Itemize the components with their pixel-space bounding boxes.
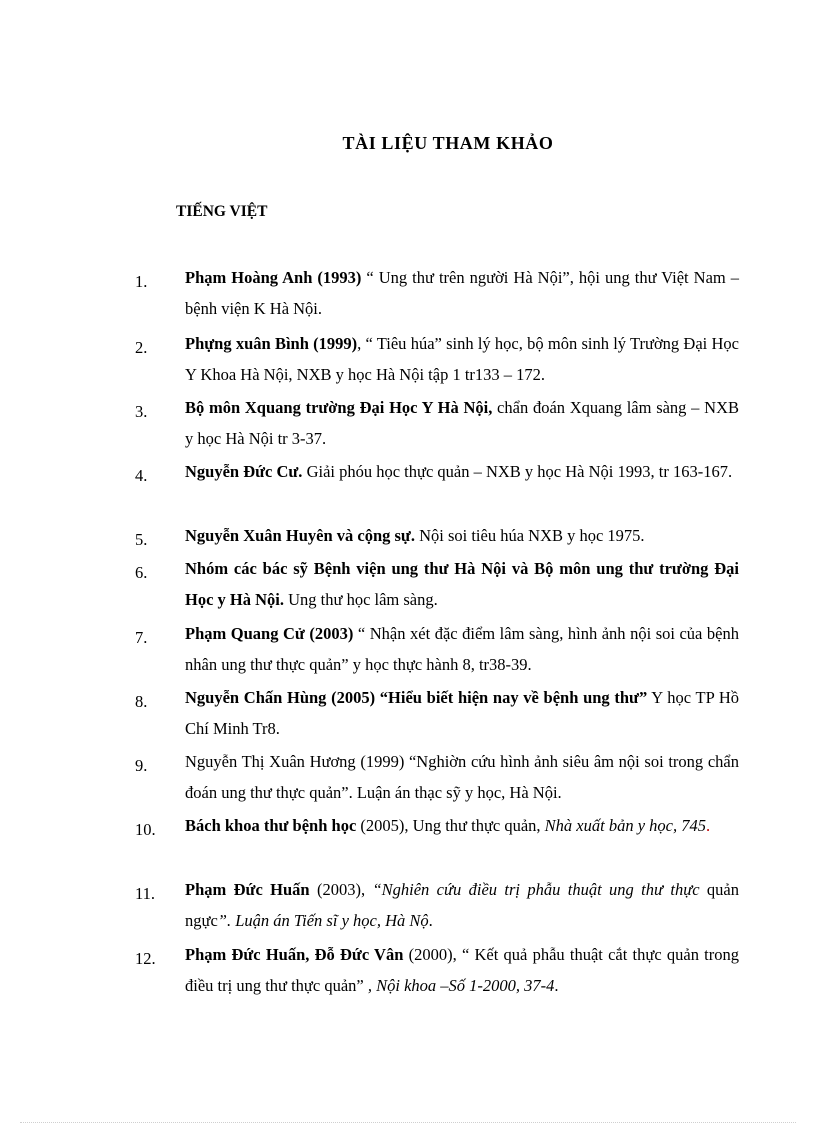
reference-text: “ Nhận xét đặc điểm lâm sàng, hình ảnh nội soi của bệnh nhân ung thư thực quản” y học thực hành 8, tr38-39.: [185, 624, 739, 674]
reference-item: [135, 618, 739, 680]
reference-text: , “ Tiêu húa” sinh lý học, bộ môn sinh lý Trường Đại Học Y Khoa Hà Nội, NXB y học Hà Nội tập 1 tr133 – 172.: [185, 334, 739, 384]
reference-publisher: Nhà xuất bản y học, 745: [544, 816, 706, 835]
reference-number: 1.: [135, 272, 148, 291]
reference-punctuation: .: [554, 976, 559, 995]
reference-number: 4.: [135, 466, 148, 485]
reference-number: 8.: [135, 692, 148, 711]
reference-number: 5.: [135, 530, 148, 549]
reference-text: Y học TP Hồ Chí Minh Tr8.: [185, 688, 739, 738]
reference-author: Bộ môn Xquang trường Đại Học Y Hà Nội,: [185, 398, 493, 417]
reference-item: [135, 746, 739, 808]
reference-author: Bách khoa thư bệnh học: [185, 816, 357, 835]
reference-number: 3.: [135, 402, 148, 421]
reference-number: 12.: [135, 949, 156, 968]
reference-item: [135, 810, 739, 841]
reference-author: Phạm Đức Huấn: [185, 880, 310, 899]
reference-text: Giải phóu học thực quản – NXB y học Hà Nội 1993, tr 163-167.: [302, 462, 733, 481]
reference-number: 10.: [135, 820, 156, 839]
page-title: TÀI LIỆU THAM KHẢO: [342, 133, 554, 153]
reference-title: “Nghiên cứu điều trị phẫu thuật ung thư thực: [372, 880, 700, 899]
reference-author: Phạm Quang Cử (2003): [185, 624, 354, 643]
reference-item: [135, 392, 739, 454]
reference-item: [135, 553, 739, 615]
reference-item: [135, 262, 739, 324]
reference-author: Phựng xuân Bình (1999): [185, 334, 358, 353]
reference-punctuation: .: [428, 911, 433, 930]
reference-text: “ Ung thư trên người Hà Nội”, hội ung thư Việt Nam – bệnh viện K Hà Nội.: [185, 268, 739, 318]
reference-number: 2.: [135, 338, 148, 357]
reference-number: 11.: [135, 884, 156, 903]
reference-author: Nhóm các bác sỹ Bệnh viện ung thư Hà Nội và Bộ môn ung thư trường Đại Học y Hà Nội.: [185, 559, 739, 609]
reference-text: (2000), “ Kết quả phẫu thuật cắt thực quản trong điều trị ung thư thực quản”: [185, 945, 739, 995]
reference-author: Phạm Hoàng Anh (1993): [185, 268, 362, 287]
reference-item: [135, 874, 739, 936]
reference-author: Phạm Đức Huấn, Đỗ Đức Vân: [185, 945, 404, 964]
reference-text: chẩn đoán Xquang lâm sàng – NXB y học Hà Nội tr 3-37.: [185, 398, 739, 448]
reference-text: (2003),: [309, 880, 373, 899]
reference-item: [135, 456, 739, 487]
reference-item: [135, 520, 739, 551]
reference-source: ”. Luận án Tiến sĩ y học, Hà Nộ: [217, 911, 429, 930]
reference-text: (2005), Ung thư thực quản,: [356, 816, 545, 835]
reference-text: Ung thư học lâm sàng.: [284, 590, 438, 609]
reference-text: Nguyễn Thị Xuân Hương (1999) “Nghiờn cứu hình ảnh siêu âm nội soi trong chẩn đoán ung thư thực quản”. Luận án thạc sỹ y học, Hà Nội.: [185, 752, 739, 802]
reference-text: Nội soi tiêu húa NXB y học 1975.: [414, 526, 645, 545]
section-heading: TIẾNG VIỆT: [176, 203, 268, 220]
reference-item: [135, 682, 739, 744]
reference-item: [135, 328, 739, 390]
reference-number: 9.: [135, 756, 148, 775]
reference-source: , Nội khoa –Số 1-2000, 37-4: [367, 976, 555, 995]
reference-item: [135, 939, 739, 1001]
reference-number: 7.: [135, 628, 148, 647]
reference-number: 6.: [135, 563, 148, 582]
reference-author: Nguyễn Chấn Hùng (2005) “Hiểu biết hiện nay về bệnh ung thư”: [185, 688, 648, 707]
reference-text-2: quản ngực: [185, 880, 739, 930]
reference-punctuation: .: [705, 816, 711, 835]
reference-author: Nguyễn Xuân Huyên và cộng sự.: [185, 526, 415, 545]
reference-author: Nguyễn Đức Cư.: [185, 462, 303, 481]
